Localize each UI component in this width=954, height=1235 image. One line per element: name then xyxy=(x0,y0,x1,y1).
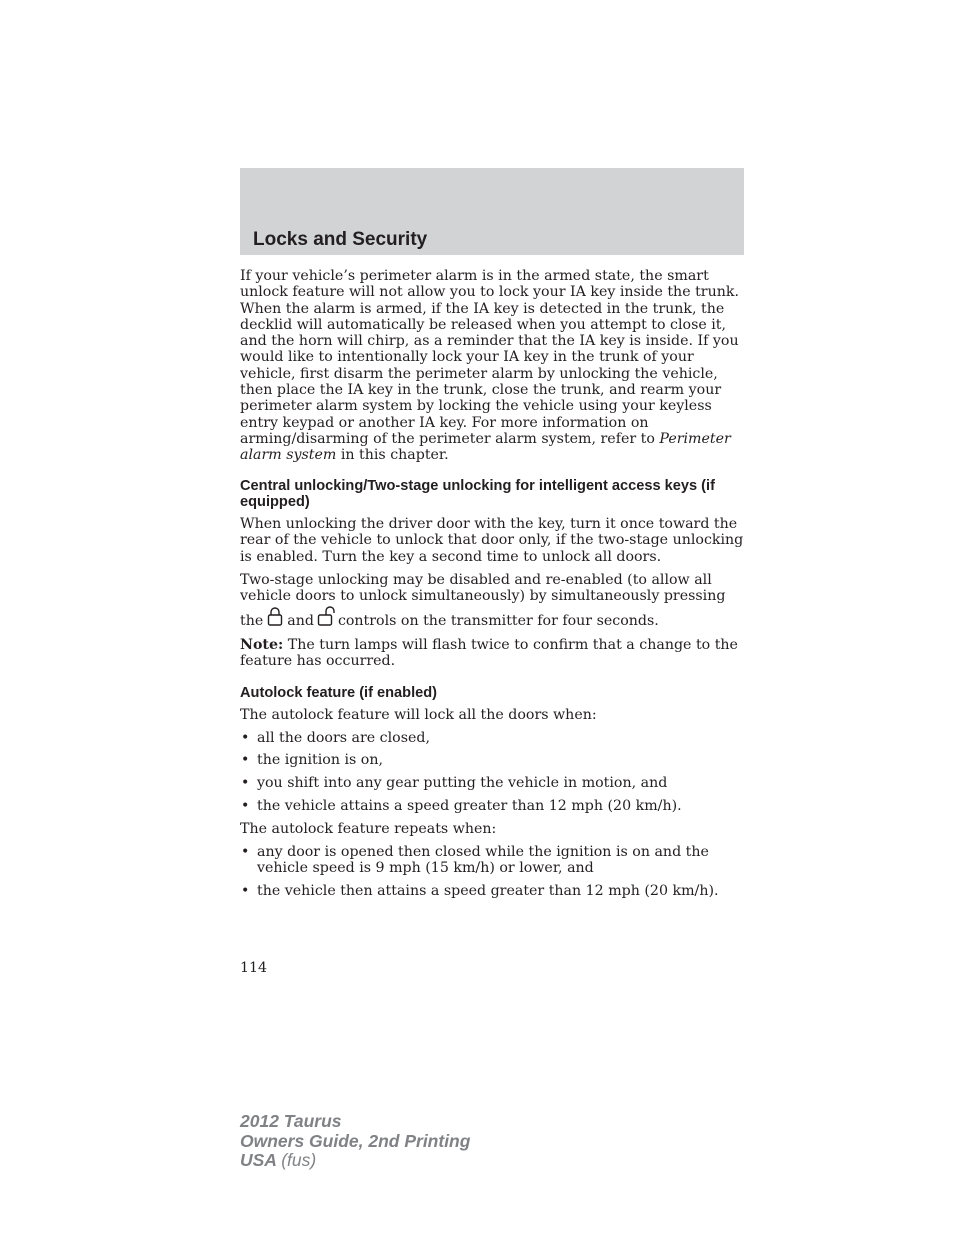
bullet: • xyxy=(241,843,250,860)
autolock-intro: The autolock feature will lock all the doors when: xyxy=(240,706,597,723)
footer-guide: Owners Guide, 2nd Printing xyxy=(240,1130,471,1151)
central-unlocking-paragraph-2 xyxy=(240,572,744,605)
page-content xyxy=(240,268,744,906)
note-label: Note: xyxy=(240,636,284,653)
central-p2-text: Two-stage unlocking may be disabled and re-enabled (to allow all vehicle doors to unlock simultaneously) by simultaneously pressing xyxy=(240,571,726,604)
controls-line xyxy=(240,606,744,630)
list-item xyxy=(240,798,744,814)
controls-text: controls on the transmitter for four seconds. xyxy=(337,613,659,630)
bullet: • xyxy=(241,752,250,769)
section-title: Locks and Security xyxy=(253,229,428,250)
list-item-text: the vehicle attains a speed greater than 12 mph (20 km/h). xyxy=(257,798,682,815)
repeat-intro: The autolock feature repeats when: xyxy=(240,820,497,837)
list-item xyxy=(240,883,744,899)
the-word: the xyxy=(240,613,264,630)
bullet: • xyxy=(241,798,250,815)
lock-icon xyxy=(266,606,284,630)
unlock-icon xyxy=(317,606,335,630)
section-header-band xyxy=(240,168,744,255)
list-item xyxy=(240,775,744,791)
list-item xyxy=(240,730,744,746)
page-number: 114 xyxy=(240,960,268,976)
document-footer xyxy=(240,1112,470,1171)
list-item-text: all the doors are closed, xyxy=(257,729,430,746)
bullet: • xyxy=(241,775,250,792)
and-word: and xyxy=(287,613,314,630)
list-item-text: any door is opened then closed while the ignition is on and the vehicle speed is 9 mph (15 km/h) or lower, and xyxy=(257,843,709,876)
footer-region-code: USA xyxy=(240,1150,277,1170)
bullet: • xyxy=(241,729,250,746)
autolock-heading: Autolock feature (if enabled) xyxy=(240,684,438,701)
note-paragraph xyxy=(240,637,744,670)
footer-model: 2012 Taurus xyxy=(240,1111,342,1131)
central-unlocking-paragraph-1: When unlocking the driver door with the key, turn it once toward the rear of the vehicle to unlock that door only, if the two-stage unlocking is enabled. Turn the key a second time to unlock all doors. xyxy=(240,516,744,565)
repeat-conditions-list xyxy=(240,844,744,899)
list-item xyxy=(240,844,744,877)
footer-region xyxy=(240,1151,470,1171)
intro-text: If your vehicle’s perimeter alarm is in the armed state, the smart unlock feature will not allow you to lock your IA key inside the trunk. When the alarm is armed, if the IA key is detected in the trunk, the decklid will automatically be released when you attempt to close it, and the horn will chirp, as a reminder that the IA key is inside. If you would like to intentionally lock your IA key in the trunk of your vehicle, first disarm the perimeter alarm by unlocking the vehicle, then place the IA key in the trunk, close the trunk, and rearm your perimeter alarm system by locking the vehicle using your keyless entry keypad or another IA key. For more information on arming/disarming of the perimeter alarm system, refer to xyxy=(240,268,739,447)
list-item xyxy=(240,752,744,768)
footer-region-suffix: (fus) xyxy=(281,1150,317,1170)
perimeter-alarm-reference: Perimeter alarm system xyxy=(240,430,731,464)
intro-tail: in this chapter. xyxy=(340,447,449,464)
list-item-text: the vehicle then attains a speed greater than 12 mph (20 km/h). xyxy=(257,882,719,899)
note-text: The turn lamps will flash twice to confirm that a change to the feature has occurred. xyxy=(240,636,738,670)
list-item-text: the ignition is on, xyxy=(257,752,383,769)
list-item-text: you shift into any gear putting the vehicle in motion, and xyxy=(257,775,668,792)
bullet: • xyxy=(241,882,250,899)
central-unlocking-heading: Central unlocking/Two-stage unlocking for intelligent access keys (if equipped) xyxy=(240,477,715,510)
autolock-conditions-list xyxy=(240,730,744,815)
intro-paragraph xyxy=(240,268,744,464)
